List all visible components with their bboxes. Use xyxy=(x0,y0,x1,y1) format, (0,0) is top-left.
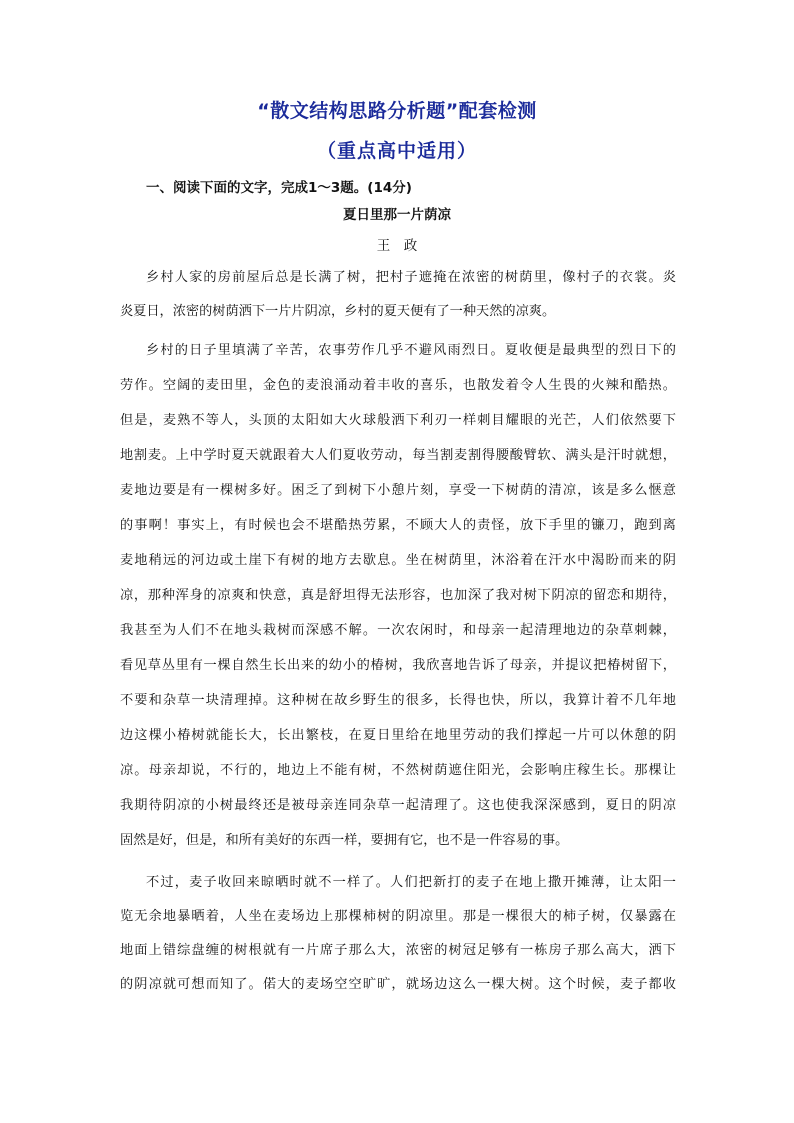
essay-line: 乡村的日子里填满了辛苦，农事劳作几乎不避风雨烈日。夏收便是最典型的烈日下的 xyxy=(146,343,676,358)
essay-line: 固然是好，但是，和所有美好的东西一样，要拥有它，也不是一件容易的事。 xyxy=(120,833,569,848)
essay-line: 凉。母亲却说，不行的，地边上不能有树，不然树荫遮住阳光，会影响庄稼生长。那棵让 xyxy=(120,763,676,778)
essay-line: 麦地边要是有一棵树多好。困乏了到树下小憩片刻，享受一下树荫的清凉，该是多么惬意 xyxy=(120,483,676,498)
essay-line: 不过，麦子收回来晾晒时就不一样了。人们把新打的麦子在地上撒开摊薄，让太阳一 xyxy=(146,875,676,890)
essay-line: 劳作。空阔的麦田里，金色的麦浪涌动着丰收的喜乐，也散发着令人生畏的火辣和酷热。 xyxy=(120,378,676,393)
essay-line: 炎夏日，浓密的树荫洒下一片片阴凉，乡村的夏天便有了一种天然的凉爽。 xyxy=(120,304,556,319)
essay-line: 凉，那种浑身的凉爽和快意，真是舒坦得无法形容，也加深了我对树下阴凉的留恋和期待， xyxy=(120,588,676,603)
essay-line: 地面上错综盘缠的树根就有一片席子那么大，浓密的树冠足够有一栋房子那么高大，洒下 xyxy=(120,943,676,958)
essay-line: 看见草丛里有一棵自然生长出来的幼小的椿树，我欣喜地告诉了母亲，并提议把椿树留下， xyxy=(120,658,676,673)
essay-line: 的阴凉就可想而知了。偌大的麦场空空旷旷，就场边这么一棵大树。这个时候，麦子都收 xyxy=(120,977,676,992)
essay-line: 麦地稍远的河边或土崖下有树的地方去歇息。坐在树荫里，沐浴着在汗水中渴盼而来的阴 xyxy=(120,553,676,568)
essay-line: 我甚至为人们不在地头栽树而深感不解。一次农闲时，和母亲一起清理地边的杂草刺棘， xyxy=(120,623,676,638)
essay-line: 不要和杂草一块清理掉。这种树在故乡野生的很多，长得也快，所以，我算计着不几年地 xyxy=(120,693,676,708)
essay-title: 夏日里那一片荫凉 xyxy=(343,207,451,223)
essay-line: 乡村人家的房前屋后总是长满了树，把村子遮掩在浓密的树荫里，像村子的衣裳。炎 xyxy=(146,270,676,285)
essay-line: 览无余地暴晒着，人坐在麦场边上那棵柿树的阴凉里。那是一棵很大的柿子树，仅暴露在 xyxy=(120,909,676,924)
essay-author: 王 政 xyxy=(376,238,418,254)
essay-line: 但是，麦熟不等人，头顶的太阳如大火球般洒下利刃一样刺目耀眼的光芒，人们依然要下 xyxy=(120,413,676,428)
essay-line: 地割麦。上中学时夏天就跟着大人们夏收劳动，每当割麦割得腰酸臂软、满头是汗时就想， xyxy=(120,448,676,463)
document-subtitle: （重点高中适用） xyxy=(316,140,477,162)
document-title: “散文结构思路分析题”配套检测 xyxy=(257,100,537,122)
essay-line: 的事啊！事实上，有时候也会不堪酷热劳累，不顾大人的责怪，放下手里的镰刀，跑到离 xyxy=(120,518,676,533)
essay-line: 边这棵小椿树就能长大，长出繁枝，在夏日里给在地里劳动的我们撑起一片可以休憩的阴 xyxy=(120,728,676,743)
essay-line: 我期待阴凉的小树最终还是被母亲连同杂草一起清理了。这也使我深深感到，夏日的阴凉 xyxy=(120,798,676,813)
question-intro: 一、阅读下面的文字，完成1～3题。(14分) xyxy=(146,180,412,196)
